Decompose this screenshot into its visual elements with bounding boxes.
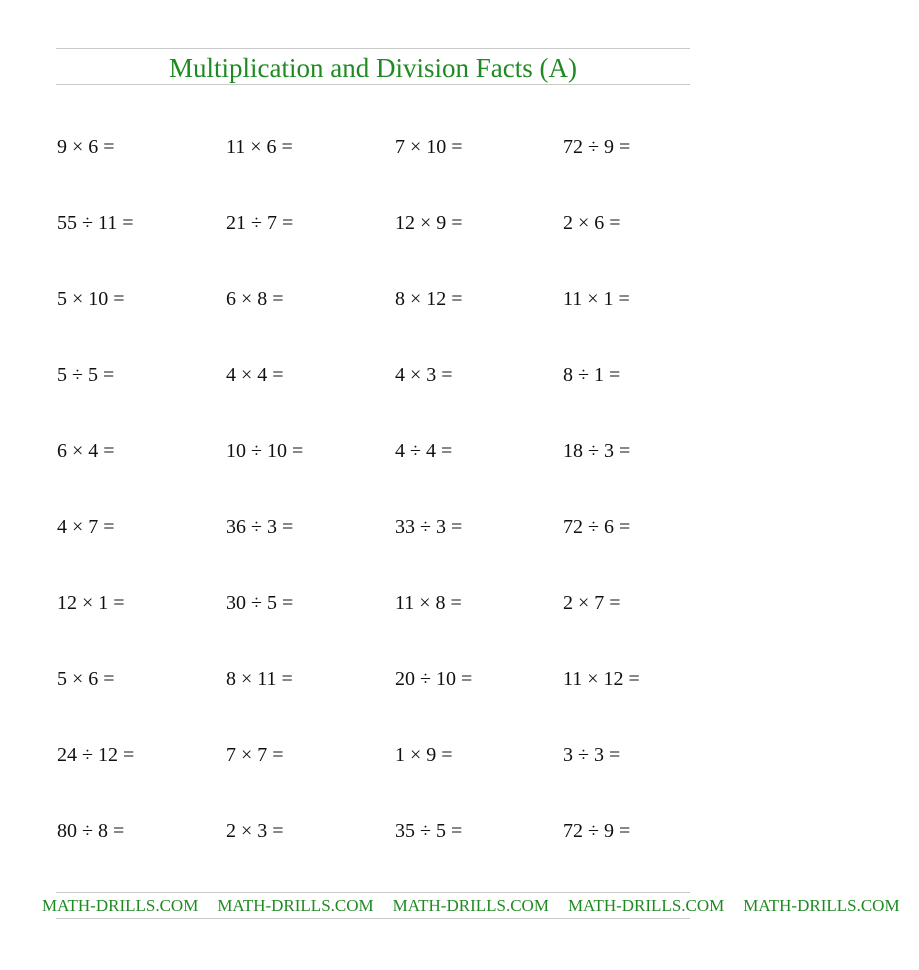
worksheet-title: Multiplication and Division Facts (A) (169, 53, 577, 83)
problem-r9-c1: 24 ÷ 12 = (57, 744, 135, 766)
problem-r3-c4: 11 × 1 = (563, 288, 630, 310)
problem-r4-c4: 8 ÷ 1 = (563, 364, 621, 386)
problem-r8-c2: 8 × 11 = (226, 668, 293, 690)
problem-r2-c1: 55 ÷ 11 = (57, 212, 134, 234)
problem-r1-c2: 11 × 6 = (226, 136, 293, 158)
problem-r5-c2: 10 ÷ 10 = (226, 440, 304, 462)
footer-brand-4: MATH-DRILLS.COM (567, 896, 725, 915)
footer-brand-1: MATH-DRILLS.COM (42, 896, 199, 915)
footer-brand-5: MATH-DRILLS.COM (743, 896, 900, 915)
problem-r4-c1: 5 ÷ 5 = (57, 364, 115, 386)
problem-r5-c1: 6 × 4 = (57, 440, 115, 462)
problem-r2-c3: 12 × 9 = (395, 212, 463, 234)
problem-r3-c3: 8 × 12 = (395, 288, 463, 310)
problem-r3-c2: 6 × 8 = (226, 288, 284, 310)
problem-r6-c1: 4 × 7 = (57, 516, 115, 538)
problem-r9-c2: 7 × 7 = (226, 744, 284, 766)
footer-brand-2: MATH-DRILLS.COM (217, 896, 374, 915)
title-bottom-rule (56, 84, 690, 85)
problem-r1-c4: 72 ÷ 9 = (563, 136, 631, 158)
problem-r8-c3: 20 ÷ 10 = (395, 668, 473, 690)
problem-r5-c3: 4 ÷ 4 = (395, 440, 453, 462)
problem-r6-c4: 72 ÷ 6 = (563, 516, 631, 538)
problem-r7-c2: 30 ÷ 5 = (226, 592, 294, 614)
footer-watermark (42, 894, 900, 918)
problem-r7-c4: 2 × 7 = (563, 592, 621, 614)
footer-brand-3: MATH-DRILLS.COM (392, 896, 549, 915)
problem-r2-c2: 21 ÷ 7 = (226, 212, 294, 234)
problem-r1-c1: 9 × 6 = (57, 136, 115, 158)
problem-r6-c3: 33 ÷ 3 = (395, 516, 463, 538)
problem-r8-c1: 5 × 6 = (57, 668, 115, 690)
problem-r7-c3: 11 × 8 = (395, 592, 462, 614)
problem-r6-c2: 36 ÷ 3 = (226, 516, 294, 538)
problem-r8-c4: 11 × 12 = (563, 668, 640, 690)
top-rule (56, 48, 690, 49)
problem-r4-c3: 4 × 3 = (395, 364, 453, 386)
problem-r10-c2: 2 × 3 = (226, 820, 284, 842)
problem-r1-c3: 7 × 10 = (395, 136, 463, 158)
footer-track (42, 894, 919, 918)
problem-r2-c4: 2 × 6 = (563, 212, 621, 234)
footer-bottom-rule (56, 918, 690, 919)
problem-r9-c4: 3 ÷ 3 = (563, 744, 621, 766)
footer-top-rule (56, 892, 690, 893)
problem-r10-c1: 80 ÷ 8 = (57, 820, 125, 842)
problem-r10-c4: 72 ÷ 9 = (563, 820, 631, 842)
problem-r3-c1: 5 × 10 = (57, 288, 125, 310)
problem-r7-c1: 12 × 1 = (57, 592, 125, 614)
problem-r5-c4: 18 ÷ 3 = (563, 440, 631, 462)
problem-r9-c3: 1 × 9 = (395, 744, 453, 766)
problem-r10-c3: 35 ÷ 5 = (395, 820, 463, 842)
problem-r4-c2: 4 × 4 = (226, 364, 284, 386)
